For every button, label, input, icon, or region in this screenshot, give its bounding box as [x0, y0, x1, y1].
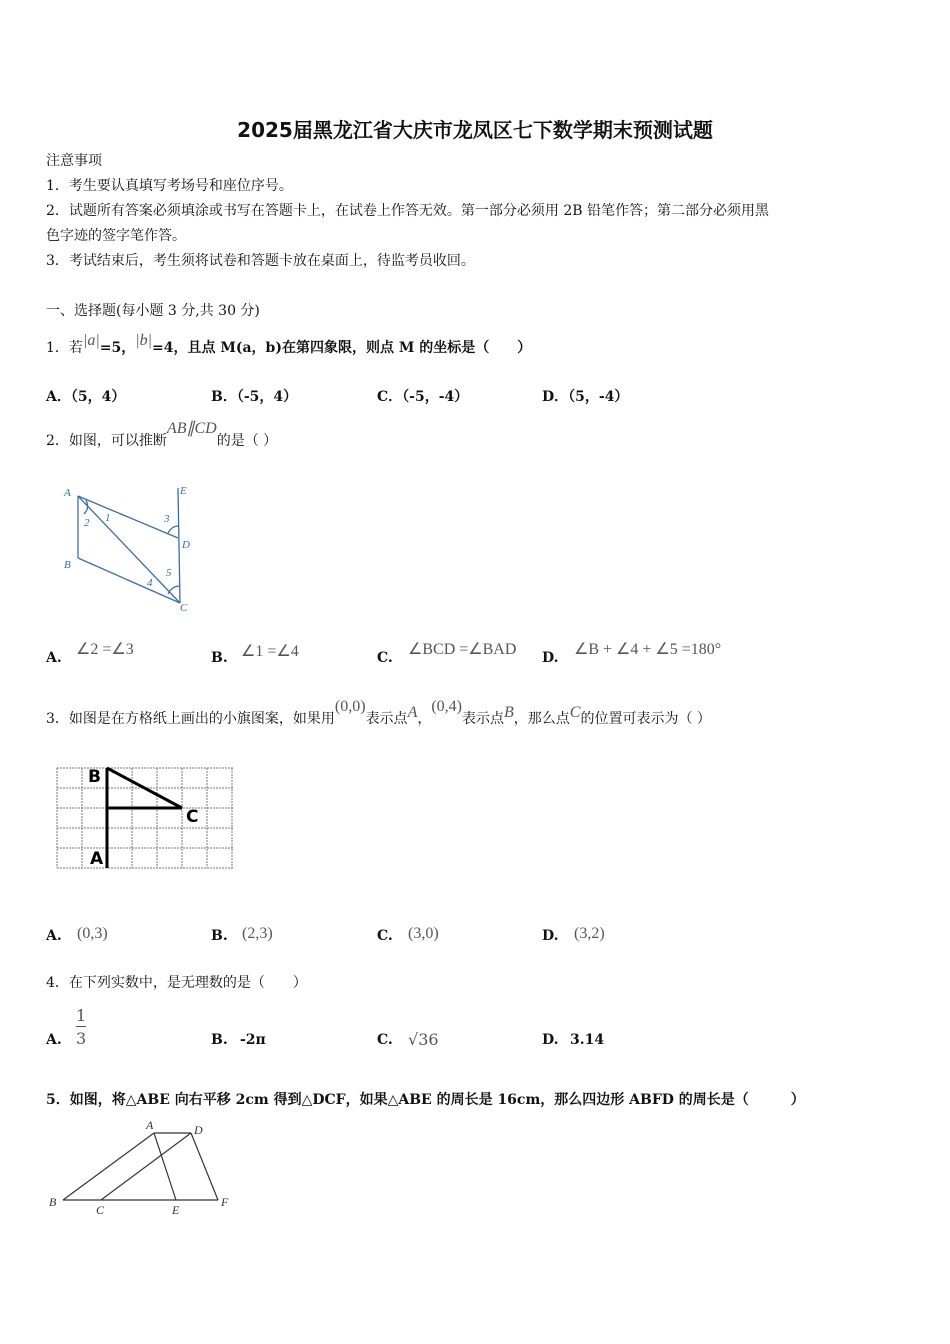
- option-d[interactable]: ∠B + ∠4 + ∠5 =180°: [574, 641, 722, 658]
- option-a-letter[interactable]: A.: [46, 928, 62, 944]
- option-d[interactable]: D．（5，-4）: [542, 389, 629, 405]
- label-e: E: [180, 485, 187, 497]
- math-c: C: [569, 704, 581, 721]
- option-c-letter[interactable]: C.: [377, 928, 393, 944]
- math-abs-a: |a|: [82, 332, 100, 349]
- q-text: =4，且点 M(a，b)在第四象限，则点 M 的坐标是（ ）: [152, 340, 532, 356]
- page-title: 2025届黑龙江省大庆市龙凤区七下数学期末预测试题: [237, 118, 713, 142]
- geometry-figure-q2: [60, 478, 200, 613]
- option-d[interactable]: 3.14: [570, 1032, 605, 1048]
- label-3: 3: [164, 513, 170, 525]
- question-3: [46, 698, 711, 728]
- section-heading: 一、选择题(每小题 3 分,共 30 分): [46, 303, 260, 319]
- label-f: F: [221, 1195, 229, 1209]
- option-b-letter[interactable]: B.: [211, 1032, 228, 1048]
- option-b[interactable]: ∠1 =∠4: [241, 643, 299, 660]
- option-b[interactable]: B．（-5，4）: [211, 389, 298, 405]
- question-5: 5．如图，将△ABE 向右平移 2cm 得到△DCF，如果△ABE 的周长是 16cm，那么四边形 ABFD 的周长是（ ）: [46, 1092, 805, 1108]
- q-text: 1．若: [46, 340, 83, 356]
- math-abs-b: |b|: [135, 332, 152, 349]
- label-c: C: [180, 602, 188, 613]
- q-text: ，: [417, 711, 432, 727]
- label-a: A: [90, 849, 104, 869]
- q-text: =5，: [99, 340, 136, 356]
- q-text: 2．如图，可以推断: [46, 433, 167, 449]
- label-5: 5: [166, 567, 172, 579]
- math-point-a: (0,0): [334, 698, 366, 715]
- math-b: B: [504, 704, 514, 721]
- label-d: D: [194, 1123, 203, 1137]
- label-a: A: [146, 1118, 154, 1132]
- label-b: B: [64, 559, 71, 571]
- label-1: 1: [105, 512, 111, 524]
- option-c-letter[interactable]: C.: [377, 1032, 393, 1048]
- option-b-letter[interactable]: B.: [211, 928, 228, 944]
- option-b[interactable]: -2π: [240, 1032, 266, 1048]
- q-text: 表示点: [365, 711, 408, 727]
- math-point-b: (0,4): [431, 698, 462, 715]
- notice-item: 1．考生要认真填写考场号和座位序号。: [46, 178, 293, 194]
- label-2: 2: [84, 517, 90, 529]
- option-d[interactable]: (3,2): [574, 925, 605, 942]
- option-c[interactable]: (3,0): [408, 925, 439, 942]
- option-c-letter[interactable]: C.: [377, 650, 393, 666]
- label-e: E: [172, 1203, 180, 1217]
- notice-heading: 注意事项: [46, 153, 102, 169]
- option-b-letter[interactable]: B.: [211, 650, 228, 666]
- flag-grid-figure: [52, 764, 238, 876]
- option-d-letter[interactable]: D.: [542, 1032, 559, 1048]
- notice-item: 色字迹的签字笔作答。: [46, 228, 186, 244]
- q-text: 的位置可表示为（ ）: [580, 711, 711, 727]
- option-c[interactable]: C．（-5，-4）: [377, 389, 469, 405]
- option-a[interactable]: A．（5，4）: [46, 389, 126, 405]
- option-a-letter[interactable]: A.: [46, 1032, 62, 1048]
- question-2: [46, 420, 278, 450]
- option-b[interactable]: (2,3): [242, 925, 273, 942]
- q-text: ，那么点: [513, 711, 570, 727]
- math-a: A: [407, 704, 418, 721]
- label-a: A: [64, 487, 71, 499]
- label-d: D: [182, 539, 190, 551]
- option-a[interactable]: (0,3): [77, 925, 108, 942]
- option-a[interactable]: [76, 1006, 86, 1049]
- label-c: C: [186, 807, 199, 827]
- option-c[interactable]: √36: [408, 1030, 439, 1049]
- translation-figure-q5: [46, 1118, 236, 1218]
- option-d-letter[interactable]: D.: [542, 928, 559, 944]
- fraction-denominator: 3: [76, 1026, 86, 1049]
- notice-item: 2．试题所有答案必须填涂或书写在答题卡上，在试卷上作答无效。第一部分必须用 2B 铅笔作答；第二部分必须用黑: [46, 203, 769, 219]
- notice-item: 3．考试结束后，考生须将试卷和答题卡放在桌面上，待监考员收回。: [46, 253, 475, 269]
- label-b: B: [88, 767, 101, 787]
- option-a-letter[interactable]: A.: [46, 650, 62, 666]
- math-ab-parallel-cd: AB∥CD: [166, 420, 217, 437]
- label-b: B: [49, 1195, 57, 1209]
- question-4: 4．在下列实数中，是无理数的是（ ）: [46, 975, 307, 991]
- label-c: C: [96, 1203, 105, 1217]
- option-c[interactable]: ∠BCD =∠BAD: [408, 641, 517, 658]
- fraction-numerator: 1: [76, 1006, 87, 1025]
- option-a[interactable]: ∠2 =∠3: [76, 641, 134, 658]
- label-4: 4: [147, 577, 153, 589]
- q-text: 表示点: [462, 711, 504, 727]
- option-d-letter[interactable]: D.: [542, 650, 559, 666]
- q-text: 3．如图是在方格纸上画出的小旗图案，如果用: [46, 711, 335, 727]
- q-text: 的是（ ）: [216, 433, 278, 449]
- question-1: [46, 332, 532, 357]
